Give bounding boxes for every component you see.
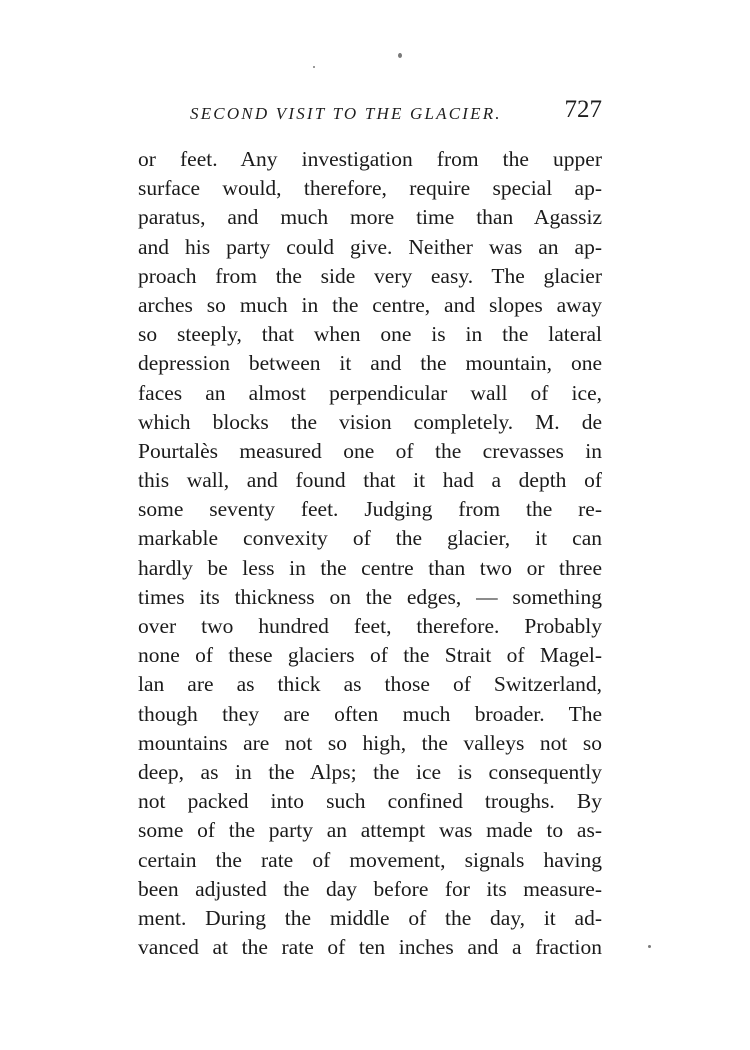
text-line: none of these glaciers of the Strait of Magel-	[138, 643, 602, 668]
text-line: surface would, therefore, require special ap-	[138, 176, 602, 201]
text-line: though they are often much broader. The	[138, 701, 602, 726]
text-line: arches so much in the centre, and slopes away	[138, 292, 602, 317]
text-line: not packed into such confined troughs. By	[138, 789, 602, 814]
text-line: some of the party an attempt was made to as-	[138, 818, 602, 843]
text-line: and his party could give. Neither was an ap-	[138, 234, 602, 259]
text-line: proach from the side very easy. The glacier	[138, 263, 602, 288]
page-number: 727	[564, 96, 602, 123]
text-line: times its thickness on the edges, — something	[138, 584, 602, 609]
text-line: Pourtalès measured one of the crevasses in	[138, 438, 602, 463]
text-line: so steeply, that when one is in the lateral	[138, 322, 602, 347]
text-line: over two hundred feet, therefore. Probably	[138, 614, 602, 638]
text-line: which blocks the vision completely. M. de	[138, 409, 602, 434]
body-text	[138, 145, 602, 962]
text-line: ment. During the middle of the day, it ad-	[138, 905, 602, 930]
ink-speck	[398, 53, 402, 58]
text-line: or feet. Any investigation from the upper	[138, 147, 602, 171]
text-line: paratus, and much more time than Agassiz	[138, 205, 602, 230]
ink-speck	[313, 66, 315, 68]
ink-speck	[648, 945, 651, 948]
text-line: depression between it and the mountain, one	[138, 351, 602, 376]
text-line: lan are as thick as those of Switzerland,	[138, 672, 602, 697]
text-line: faces an almost perpendicular wall of ice,	[138, 380, 602, 405]
text-line: mountains are not so high, the valleys not so	[138, 730, 602, 755]
text-line: been adjusted the day before for its measure-	[138, 876, 602, 901]
text-line: deep, as in the Alps; the ice is consequently	[138, 759, 602, 784]
text-line: some seventy feet. Judging from the re-	[138, 497, 602, 522]
text-line: vanced at the rate of ten inches and a fraction	[138, 935, 602, 960]
running-head-title: SECOND VISIT TO THE GLACIER.	[190, 104, 502, 123]
text-line: certain the rate of movement, signals having	[138, 847, 602, 872]
text-line: this wall, and found that it had a depth of	[138, 468, 602, 493]
running-head	[140, 96, 602, 136]
text-line: hardly be less in the centre than two or three	[138, 555, 602, 580]
text-line: markable convexity of the glacier, it can	[138, 526, 602, 551]
